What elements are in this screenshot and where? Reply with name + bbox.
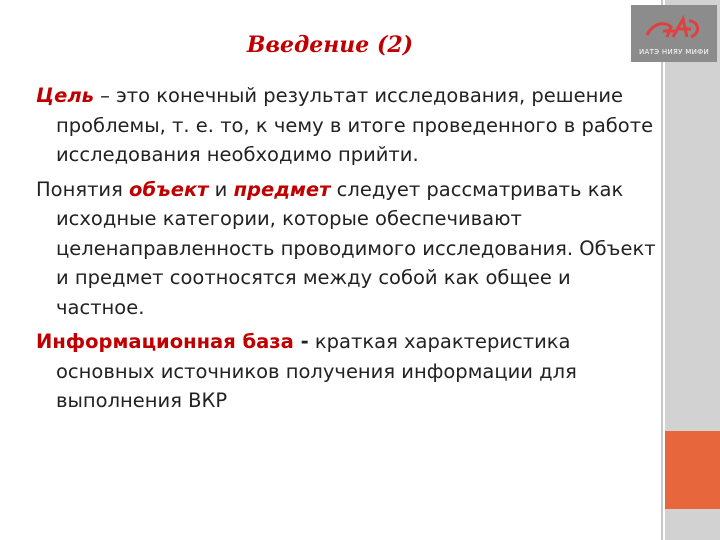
paragraph-object-subject — [36, 175, 656, 323]
conjunction-text: и — [208, 177, 234, 201]
slide-body — [36, 81, 656, 421]
orange-accent-block — [665, 431, 720, 509]
goal-definition: – это конечный результат исследования, решение проблемы, т. е. то, к чему в итоге проведенного в работе исследования необходимо прийти. — [56, 84, 654, 166]
term-subject: предмет — [233, 177, 331, 201]
term-goal: Цель — [36, 84, 94, 107]
term-object: объект — [129, 177, 209, 201]
term-info-base: Информационная база — [36, 330, 294, 353]
object-subject-definition: следует рассматривать как исходные категории, которые обеспечивают целенаправленность проводимого исследования. Объект и предмет соотносятся между собой как общее и частное. — [56, 177, 656, 319]
page-title: Введение (2) — [246, 32, 414, 58]
info-base-dash: - — [293, 330, 309, 353]
logo-caption: ИАТЭ НИЯУ МИФИ — [638, 48, 709, 56]
info-base-definition: краткая характеристика основных источников получения информации для выполнения ВКР — [56, 330, 577, 412]
sidebar-divider-line — [661, 0, 663, 540]
paragraph-info-base — [36, 327, 656, 416]
concepts-prefix: Понятия — [36, 177, 130, 201]
paragraph-goal — [36, 81, 656, 170]
